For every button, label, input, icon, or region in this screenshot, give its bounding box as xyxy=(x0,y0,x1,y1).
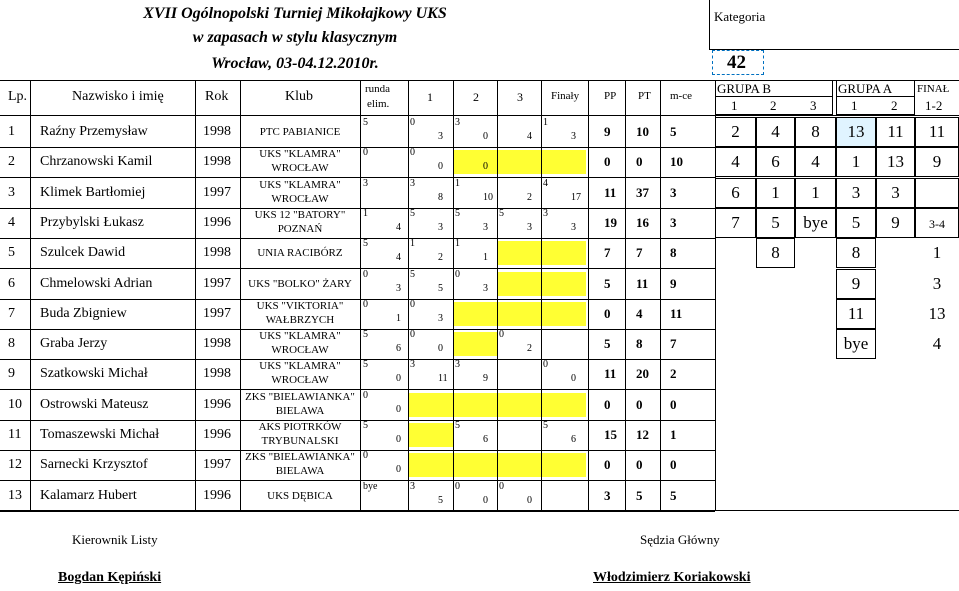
grupa-a-col2: 2 xyxy=(891,98,898,113)
row-pt: 20 xyxy=(636,366,649,381)
row-name: Raźny Przemysław xyxy=(40,124,148,139)
row-pt: 5 xyxy=(636,488,643,503)
group-cell-value: 9 xyxy=(851,274,861,293)
col-finaly: Finały xyxy=(551,90,580,102)
row-lp: 4 xyxy=(8,215,15,230)
row-club-line2: WROCŁAW xyxy=(271,374,329,386)
empty-bout-cell xyxy=(541,150,586,174)
row-name: Przybylski Łukasz xyxy=(40,215,144,230)
r1-score-bottom: 3 xyxy=(438,131,443,142)
r2-score-bottom: 0 xyxy=(483,131,488,142)
group-cell-value: 4 xyxy=(811,152,820,171)
grupa-a-divider xyxy=(836,96,915,97)
final-label: FINAŁ xyxy=(917,83,950,95)
r1-score-bottom: 8 xyxy=(438,192,443,203)
empty-bout-cell xyxy=(497,150,542,174)
column-divider xyxy=(453,80,454,510)
col-r2: 2 xyxy=(473,90,479,104)
r1-score-top: 0 xyxy=(410,329,415,340)
col-pt: PT xyxy=(638,90,651,102)
row-lp: 9 xyxy=(8,366,15,381)
grupa-a-label: GRUPA A xyxy=(838,81,893,96)
empty-bout-cell xyxy=(497,453,542,477)
r3-score-top: 0 xyxy=(499,481,504,492)
row-mce: 3 xyxy=(670,185,677,200)
empty-bout-cell xyxy=(497,302,542,326)
group-cell xyxy=(715,329,756,359)
row-club-line2: WAŁBRZYCH xyxy=(265,314,335,326)
group-cell-value: 1 xyxy=(932,243,942,262)
row-lp: 13 xyxy=(8,488,22,503)
r2-score-bottom: 3 xyxy=(483,283,488,294)
row-lp: 2 xyxy=(8,154,15,169)
r2-score-bottom: 1 xyxy=(483,252,488,263)
empty-bout-cell xyxy=(541,241,586,265)
group-cell xyxy=(756,299,795,329)
group-cell xyxy=(795,238,836,268)
r2-score-top: 1 xyxy=(455,238,460,249)
row-name: Graba Jerzy xyxy=(40,336,108,351)
r3-score-top: 0 xyxy=(499,329,504,340)
elim-score-top: bye xyxy=(363,481,378,492)
footer-left-name: Bogdan Kępiński xyxy=(58,570,162,585)
row-club-line2: BIELAWA xyxy=(275,405,325,417)
empty-bout-cell xyxy=(541,272,586,296)
col-lp: Lp. xyxy=(8,89,28,104)
row-name: Buda Zbigniew xyxy=(40,306,127,321)
row-name: Klimek Bartłomiej xyxy=(40,185,146,200)
row-divider xyxy=(0,268,715,269)
r3-score-bottom: 3 xyxy=(527,222,532,233)
grupa-b-label: GRUPA B xyxy=(717,81,772,96)
r1-score-top: 3 xyxy=(410,481,415,492)
elim-score-bottom: 0 xyxy=(396,373,401,384)
fin-score-top: 3 xyxy=(543,208,548,219)
col-pp: PP xyxy=(604,90,617,102)
footer-top-line xyxy=(0,510,959,511)
r1-score-bottom: 3 xyxy=(438,313,443,324)
elim-score-top: 5 xyxy=(363,420,368,431)
r1-score-top: 0 xyxy=(410,299,415,310)
elim-score-bottom: 0 xyxy=(396,434,401,445)
empty-bout-cell xyxy=(453,302,498,326)
row-pt: 8 xyxy=(636,336,643,351)
group-cell-value: bye xyxy=(803,213,828,232)
fin-score-top: 0 xyxy=(543,359,548,370)
column-divider xyxy=(195,80,196,510)
row-lp: 3 xyxy=(8,185,15,200)
group-cell xyxy=(915,178,959,208)
elim-score-bottom: 4 xyxy=(396,222,401,233)
column-divider xyxy=(625,80,626,510)
row-mce: 5 xyxy=(670,488,677,503)
row-rok: 1997 xyxy=(203,276,231,291)
group-cell xyxy=(876,238,915,268)
group-cell xyxy=(876,329,915,359)
kategoria-box xyxy=(709,0,959,50)
row-name: Szatkowski Michał xyxy=(40,366,148,381)
group-cell-value: 4 xyxy=(771,122,780,141)
elim-score-top: 5 xyxy=(363,238,368,249)
empty-bout-cell xyxy=(541,393,586,417)
row-club-line2: WROCŁAW xyxy=(271,193,329,205)
group-cell xyxy=(795,269,836,299)
elim-score-top: 1 xyxy=(363,208,368,219)
row-pp: 0 xyxy=(604,397,611,412)
row-divider xyxy=(0,389,715,390)
group-cell xyxy=(876,269,915,299)
row-pp: 9 xyxy=(604,124,611,139)
row-pp: 3 xyxy=(604,488,611,503)
group-cell-value: 1 xyxy=(811,183,820,202)
row-lp: 10 xyxy=(8,397,22,412)
elim-score-bottom: 1 xyxy=(396,313,401,324)
row-rok: 1997 xyxy=(203,306,231,321)
group-cell xyxy=(756,269,795,299)
column-divider xyxy=(660,80,661,510)
row-pt: 0 xyxy=(636,397,643,412)
r2-score-bottom: 10 xyxy=(483,192,493,203)
row-club: PTC PABIANICE xyxy=(259,126,341,138)
column-divider xyxy=(588,80,589,510)
grupa-b-divider xyxy=(715,96,833,97)
group-cell-value: 6 xyxy=(771,152,780,171)
row-name: Sarnecki Krzysztof xyxy=(40,457,148,472)
row-rok: 1996 xyxy=(203,397,231,412)
row-mce: 1 xyxy=(670,427,677,442)
row-rok: 1997 xyxy=(203,457,231,472)
column-divider xyxy=(541,80,542,510)
r2-score-top: 3 xyxy=(455,117,460,128)
col-elim: elim. xyxy=(367,98,390,110)
row-pt: 0 xyxy=(636,154,643,169)
empty-bout-cell xyxy=(453,332,498,356)
row-club-line1: UKS "KLAMRA" xyxy=(259,360,341,372)
fin-score-top: 5 xyxy=(543,420,548,431)
group-cell-value: 3-4 xyxy=(929,217,945,231)
row-mce: 11 xyxy=(670,306,683,321)
col-rok: Rok xyxy=(205,89,229,104)
fin-score-bottom: 3 xyxy=(571,222,576,233)
grupa-a-col1: 1 xyxy=(851,98,858,113)
row-rok: 1998 xyxy=(203,336,231,351)
group-cell-value: 4 xyxy=(731,152,740,171)
group-cell-value: 13 xyxy=(928,304,946,323)
r2-score-bottom: 0 xyxy=(483,495,488,506)
col-r1: 1 xyxy=(427,90,433,104)
row-pp: 7 xyxy=(604,245,611,260)
group-cell-value: 1 xyxy=(851,152,861,171)
row-mce: 10 xyxy=(670,154,683,169)
row-divider xyxy=(0,480,715,481)
row-name: Tomaszewski Michał xyxy=(40,427,160,442)
elim-score-top: 0 xyxy=(363,450,368,461)
header-bottom-line xyxy=(0,115,959,116)
row-rok: 1998 xyxy=(203,245,231,260)
group-cell-value: 2 xyxy=(731,122,740,141)
empty-bout-cell xyxy=(408,423,453,447)
column-divider xyxy=(360,80,361,510)
r1-score-top: 5 xyxy=(410,269,415,280)
r1-score-bottom: 0 xyxy=(438,161,443,172)
row-mce: 0 xyxy=(670,397,677,412)
row-pp: 5 xyxy=(604,276,611,291)
final-col12: 1-2 xyxy=(925,98,943,113)
empty-bout-cell xyxy=(453,150,498,174)
group-cell-value: 5 xyxy=(771,213,780,232)
elim-score-bottom: 0 xyxy=(396,404,401,415)
row-name: Szulcek Dawid xyxy=(40,245,126,260)
r2-score-top: 5 xyxy=(455,420,460,431)
row-club-line1: ZKS "BIELAWIANKA" xyxy=(245,391,355,403)
group-cell-value: 3 xyxy=(932,274,942,293)
row-club-line1: ZKS "BIELAWIANKA" xyxy=(245,451,355,463)
r2-score-top: 0 xyxy=(455,269,460,280)
row-club-line1: UKS "VIKTORIA" xyxy=(256,300,344,312)
column-divider xyxy=(497,80,498,510)
row-club-line2: POZNAŃ xyxy=(277,223,323,235)
column-divider xyxy=(30,80,31,510)
r1-score-top: 1 xyxy=(410,238,415,249)
col-r3: 3 xyxy=(517,90,523,104)
empty-bout-cell xyxy=(497,272,542,296)
group-cell xyxy=(876,299,915,329)
r1-score-top: 3 xyxy=(410,359,415,370)
elim-score-top: 0 xyxy=(363,147,368,158)
r1-score-bottom: 0 xyxy=(438,343,443,354)
kategoria-value: 42 xyxy=(727,52,746,73)
footer-right-label: Sędzia Główny xyxy=(640,532,720,547)
group-cell-value: 11 xyxy=(928,122,946,141)
col-klub: Klub xyxy=(285,89,313,104)
col-name: Nazwisko i imię xyxy=(72,89,164,104)
row-pp: 0 xyxy=(604,154,611,169)
r3-score-top: 5 xyxy=(499,208,504,219)
elim-score-top: 5 xyxy=(363,359,368,370)
elim-score-bottom: 6 xyxy=(396,343,401,354)
footer-right-name: Włodzimierz Koriakowski xyxy=(593,570,751,585)
row-club-line1: UKS "KLAMRA" xyxy=(259,179,341,191)
empty-bout-cell xyxy=(497,393,542,417)
r2-score-bottom: 9 xyxy=(483,373,488,384)
empty-bout-cell xyxy=(453,393,498,417)
row-club-line2: BIELAWA xyxy=(275,465,325,477)
r3-score-bottom: 4 xyxy=(527,131,532,142)
row-pp: 19 xyxy=(604,215,617,230)
row-club-line1: AKS PIOTRKÓW xyxy=(258,421,342,433)
row-pt: 7 xyxy=(636,245,643,260)
row-pp: 11 xyxy=(604,185,617,200)
row-name: Chrzanowski Kamil xyxy=(40,154,153,169)
row-club-line1: UKS 12 "BATORY" xyxy=(254,209,346,221)
group-cell-value: 11 xyxy=(847,304,865,323)
group-cell-value: 7 xyxy=(731,213,740,232)
fin-score-top: 1 xyxy=(543,117,548,128)
fin-score-bottom: 0 xyxy=(571,373,576,384)
row-pt: 4 xyxy=(636,306,643,321)
r3-score-bottom: 2 xyxy=(527,343,532,354)
elim-score-bottom: 0 xyxy=(396,464,401,475)
row-club: UKS DĘBICA xyxy=(267,490,333,502)
row-pt: 12 xyxy=(636,427,649,442)
row-pt: 16 xyxy=(636,215,649,230)
row-pt: 0 xyxy=(636,457,643,472)
group-cell xyxy=(795,299,836,329)
row-name: Kalamarz Hubert xyxy=(40,488,137,503)
r2-score-top: 3 xyxy=(455,359,460,370)
group-cell-value: bye xyxy=(843,334,869,353)
elim-score-top: 3 xyxy=(363,178,368,189)
group-cell-value: 3 xyxy=(891,183,900,202)
group-cell-value: 11 xyxy=(887,122,904,141)
empty-bout-cell xyxy=(453,453,498,477)
r1-score-bottom: 2 xyxy=(438,252,443,263)
r2-score-top: 1 xyxy=(455,178,460,189)
row-pp: 15 xyxy=(604,427,617,442)
row-club: UKS "BOLKO" ŻARY xyxy=(248,278,352,290)
column-divider xyxy=(408,80,409,510)
empty-bout-cell xyxy=(497,241,542,265)
empty-bout-cell xyxy=(408,453,453,477)
fin-score-top: 4 xyxy=(543,178,548,189)
group-cell-value: 5 xyxy=(851,213,861,232)
title-line1: XVII Ogólnopolski Turniej Mikołajkowy UKS xyxy=(143,5,447,22)
row-pp: 0 xyxy=(604,457,611,472)
group-cell-value: 1 xyxy=(771,183,780,202)
r2-score-top: 5 xyxy=(455,208,460,219)
fin-score-bottom: 17 xyxy=(571,192,581,203)
row-lp: 1 xyxy=(8,124,15,139)
group-cell-value: 13 xyxy=(887,152,904,171)
group-cell-value: 6 xyxy=(731,183,740,202)
r1-score-bottom: 5 xyxy=(438,283,443,294)
group-cell xyxy=(715,269,756,299)
r3-score-bottom: 0 xyxy=(527,495,532,506)
group-cell xyxy=(756,329,795,359)
r2-score-bottom: 3 xyxy=(483,222,488,233)
r1-score-top: 0 xyxy=(410,147,415,158)
fin-score-bottom: 6 xyxy=(571,434,576,445)
row-rok: 1996 xyxy=(203,427,231,442)
title-line3: Wrocław, 03-04.12.2010r. xyxy=(211,55,379,72)
elim-score-top: 5 xyxy=(363,117,368,128)
footer-left-label: Kierownik Listy xyxy=(72,532,158,547)
row-pp: 5 xyxy=(604,336,611,351)
r1-score-top: 0 xyxy=(410,117,415,128)
row-rok: 1996 xyxy=(203,488,231,503)
empty-bout-cell xyxy=(541,453,586,477)
row-rok: 1998 xyxy=(203,124,231,139)
group-cell xyxy=(795,329,836,359)
col-runda: runda xyxy=(365,83,391,95)
elim-score-top: 5 xyxy=(363,329,368,340)
group-cell-value: 9 xyxy=(932,152,942,171)
group-cell-value: 3 xyxy=(851,183,861,202)
r1-score-top: 3 xyxy=(410,178,415,189)
group-cell-value: 8 xyxy=(771,243,780,262)
row-divider xyxy=(0,238,715,239)
row-pp: 11 xyxy=(604,366,617,381)
row-pp: 0 xyxy=(604,306,611,321)
row-name: Ostrowski Mateusz xyxy=(40,397,149,412)
row-mce: 7 xyxy=(670,336,677,351)
row-rok: 1998 xyxy=(203,154,231,169)
column-divider xyxy=(715,80,716,510)
row-lp: 7 xyxy=(8,306,15,321)
group-cell-value: 9 xyxy=(891,213,900,232)
row-mce: 5 xyxy=(670,124,677,139)
elim-score-top: 0 xyxy=(363,390,368,401)
row-rok: 1998 xyxy=(203,366,231,381)
row-pt: 11 xyxy=(636,276,649,291)
row-lp: 8 xyxy=(8,336,15,351)
row-club-line1: UKS "KLAMRA" xyxy=(259,148,341,160)
r3-score-bottom: 2 xyxy=(527,192,532,203)
row-mce: 0 xyxy=(670,457,677,472)
r1-score-top: 5 xyxy=(410,208,415,219)
fin-score-bottom: 3 xyxy=(571,131,576,142)
row-pt: 10 xyxy=(636,124,649,139)
row-mce: 3 xyxy=(670,215,677,230)
kategoria-label: Kategoria xyxy=(714,9,766,24)
row-club: UNIA RACIBÓRZ xyxy=(257,247,343,259)
row-club-line1: UKS "KLAMRA" xyxy=(259,330,341,342)
group-cell xyxy=(715,238,756,268)
group-cell-value: 4 xyxy=(932,334,942,353)
row-divider xyxy=(0,177,715,178)
r2-score-bottom: 6 xyxy=(483,434,488,445)
column-divider xyxy=(240,80,241,510)
group-cell-value: 8 xyxy=(851,243,861,262)
elim-score-bottom: 4 xyxy=(396,252,401,263)
row-mce: 9 xyxy=(670,276,677,291)
row-club-line2: TRYBUNALSKI xyxy=(261,435,339,447)
r2-score-top: 0 xyxy=(455,481,460,492)
grupa-b-col1: 1 xyxy=(731,98,738,113)
group-cell-value: 13 xyxy=(847,122,865,141)
grupa-b-col2: 2 xyxy=(770,98,777,113)
row-club-line2: WROCŁAW xyxy=(271,344,329,356)
row-pt: 37 xyxy=(636,185,649,200)
row-rok: 1996 xyxy=(203,215,231,230)
row-mce: 2 xyxy=(670,366,677,381)
group-cell-value: 8 xyxy=(811,122,820,141)
row-lp: 5 xyxy=(8,245,15,260)
r1-score-bottom: 5 xyxy=(438,495,443,506)
row-lp: 6 xyxy=(8,276,15,291)
elim-score-bottom: 3 xyxy=(396,283,401,294)
empty-bout-cell xyxy=(541,302,586,326)
row-club-line2: WROCŁAW xyxy=(271,162,329,174)
row-name: Chmelowski Adrian xyxy=(40,276,153,291)
r1-score-bottom: 11 xyxy=(438,373,448,384)
row-mce: 8 xyxy=(670,245,677,260)
row-divider xyxy=(0,511,715,512)
row-rok: 1997 xyxy=(203,185,231,200)
empty-bout-cell xyxy=(408,393,453,417)
r2-score-bottom: 0 xyxy=(483,161,488,172)
elim-score-top: 0 xyxy=(363,269,368,280)
group-cell xyxy=(715,299,756,329)
grupa-b-col3: 3 xyxy=(810,98,817,113)
row-lp: 11 xyxy=(8,427,22,442)
elim-score-top: 0 xyxy=(363,299,368,310)
r1-score-bottom: 3 xyxy=(438,222,443,233)
col-mce: m-ce xyxy=(670,90,692,102)
title-line2: w zapasach w stylu klasycznym xyxy=(192,29,398,46)
row-lp: 12 xyxy=(8,457,22,472)
